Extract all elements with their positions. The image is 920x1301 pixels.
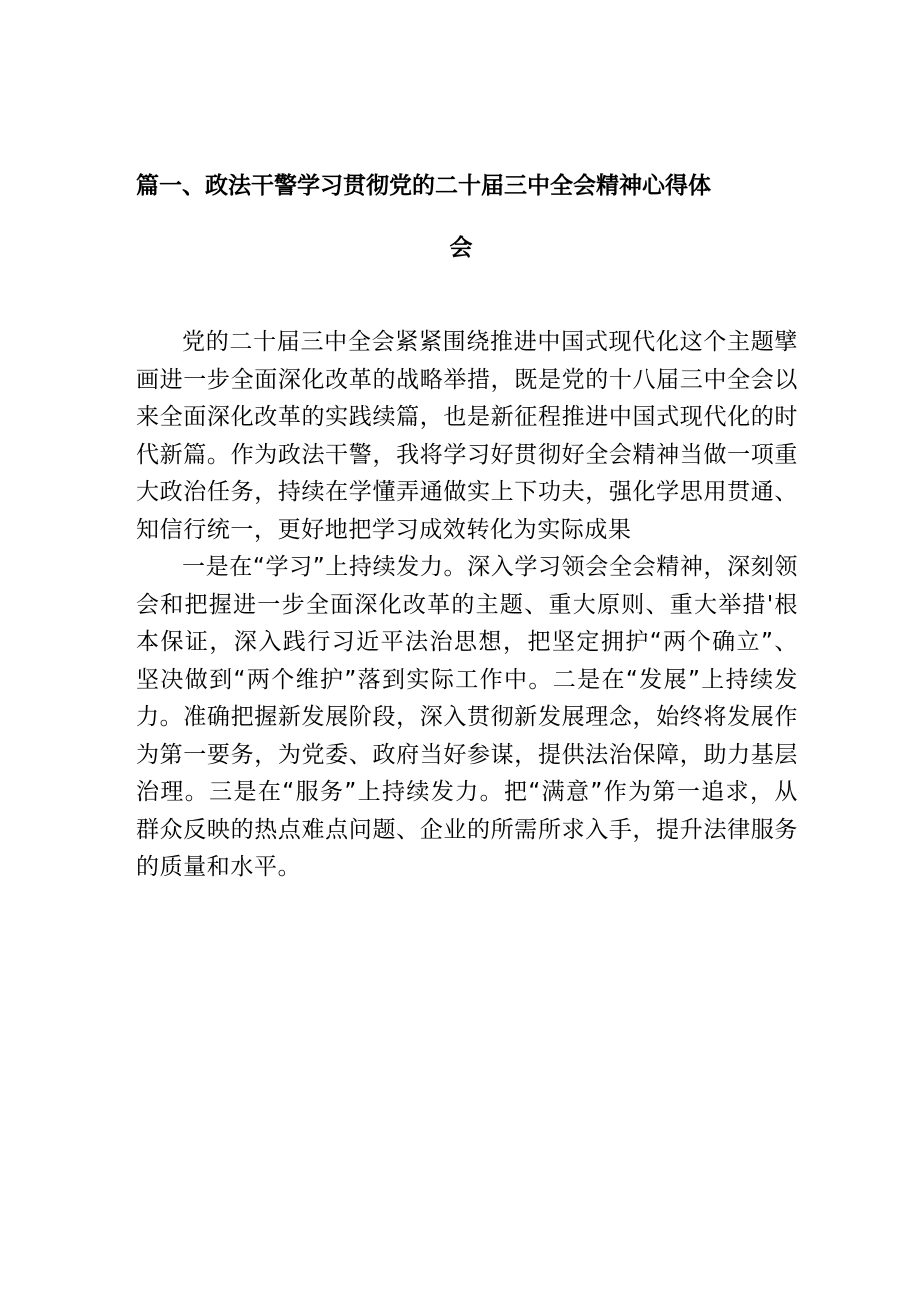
paragraph-points: 一是在“学习”上持续发力。深入学习领会全会精神，深刻领会和把握进一步全面深化改革的主题、重大原则、重大举措'根本保证，深入践行习近平法治思想，把坚定拥护“两个确立”、坚决做到“两个维护”落到实际工作中。二是在“发展”上持续发力。准确把握新发展阶段，深入贯彻新发展理念，始终将发展作为第一要务，为党委、政府当好参谋，提供法治保障，助力基层治理。三是在“服务”上持续发力。把“满意”作为第一追求，从群众反映的热点难点问题、企业的所需所求入手，提升法律服务的质量和水平。 <box>136 554 798 880</box>
paragraph-intro: 党的二十届三中全会紧紧围绕推进中国式现代化这个主题擘画进一步全面深化改革的战略举措，既是党的十八届三中全会以来全面深化改革的实践续篇，也是新征程推进中国式现代化的时代新篇。作为政法干警，我将学习好贯彻好全会精神当做一项重大政治任务，持续在学懂弄通做实上下功夫，强化学思用贯通、知信行统一，更好地把学习成效转化为实际成果 <box>136 329 798 543</box>
title-line-2: 会 <box>449 235 473 261</box>
document-title <box>136 168 786 266</box>
document-body <box>136 324 798 887</box>
title-line-1: 篇一、政法干警学习贯彻党的二十届三中全会精神心得体 <box>136 173 711 199</box>
